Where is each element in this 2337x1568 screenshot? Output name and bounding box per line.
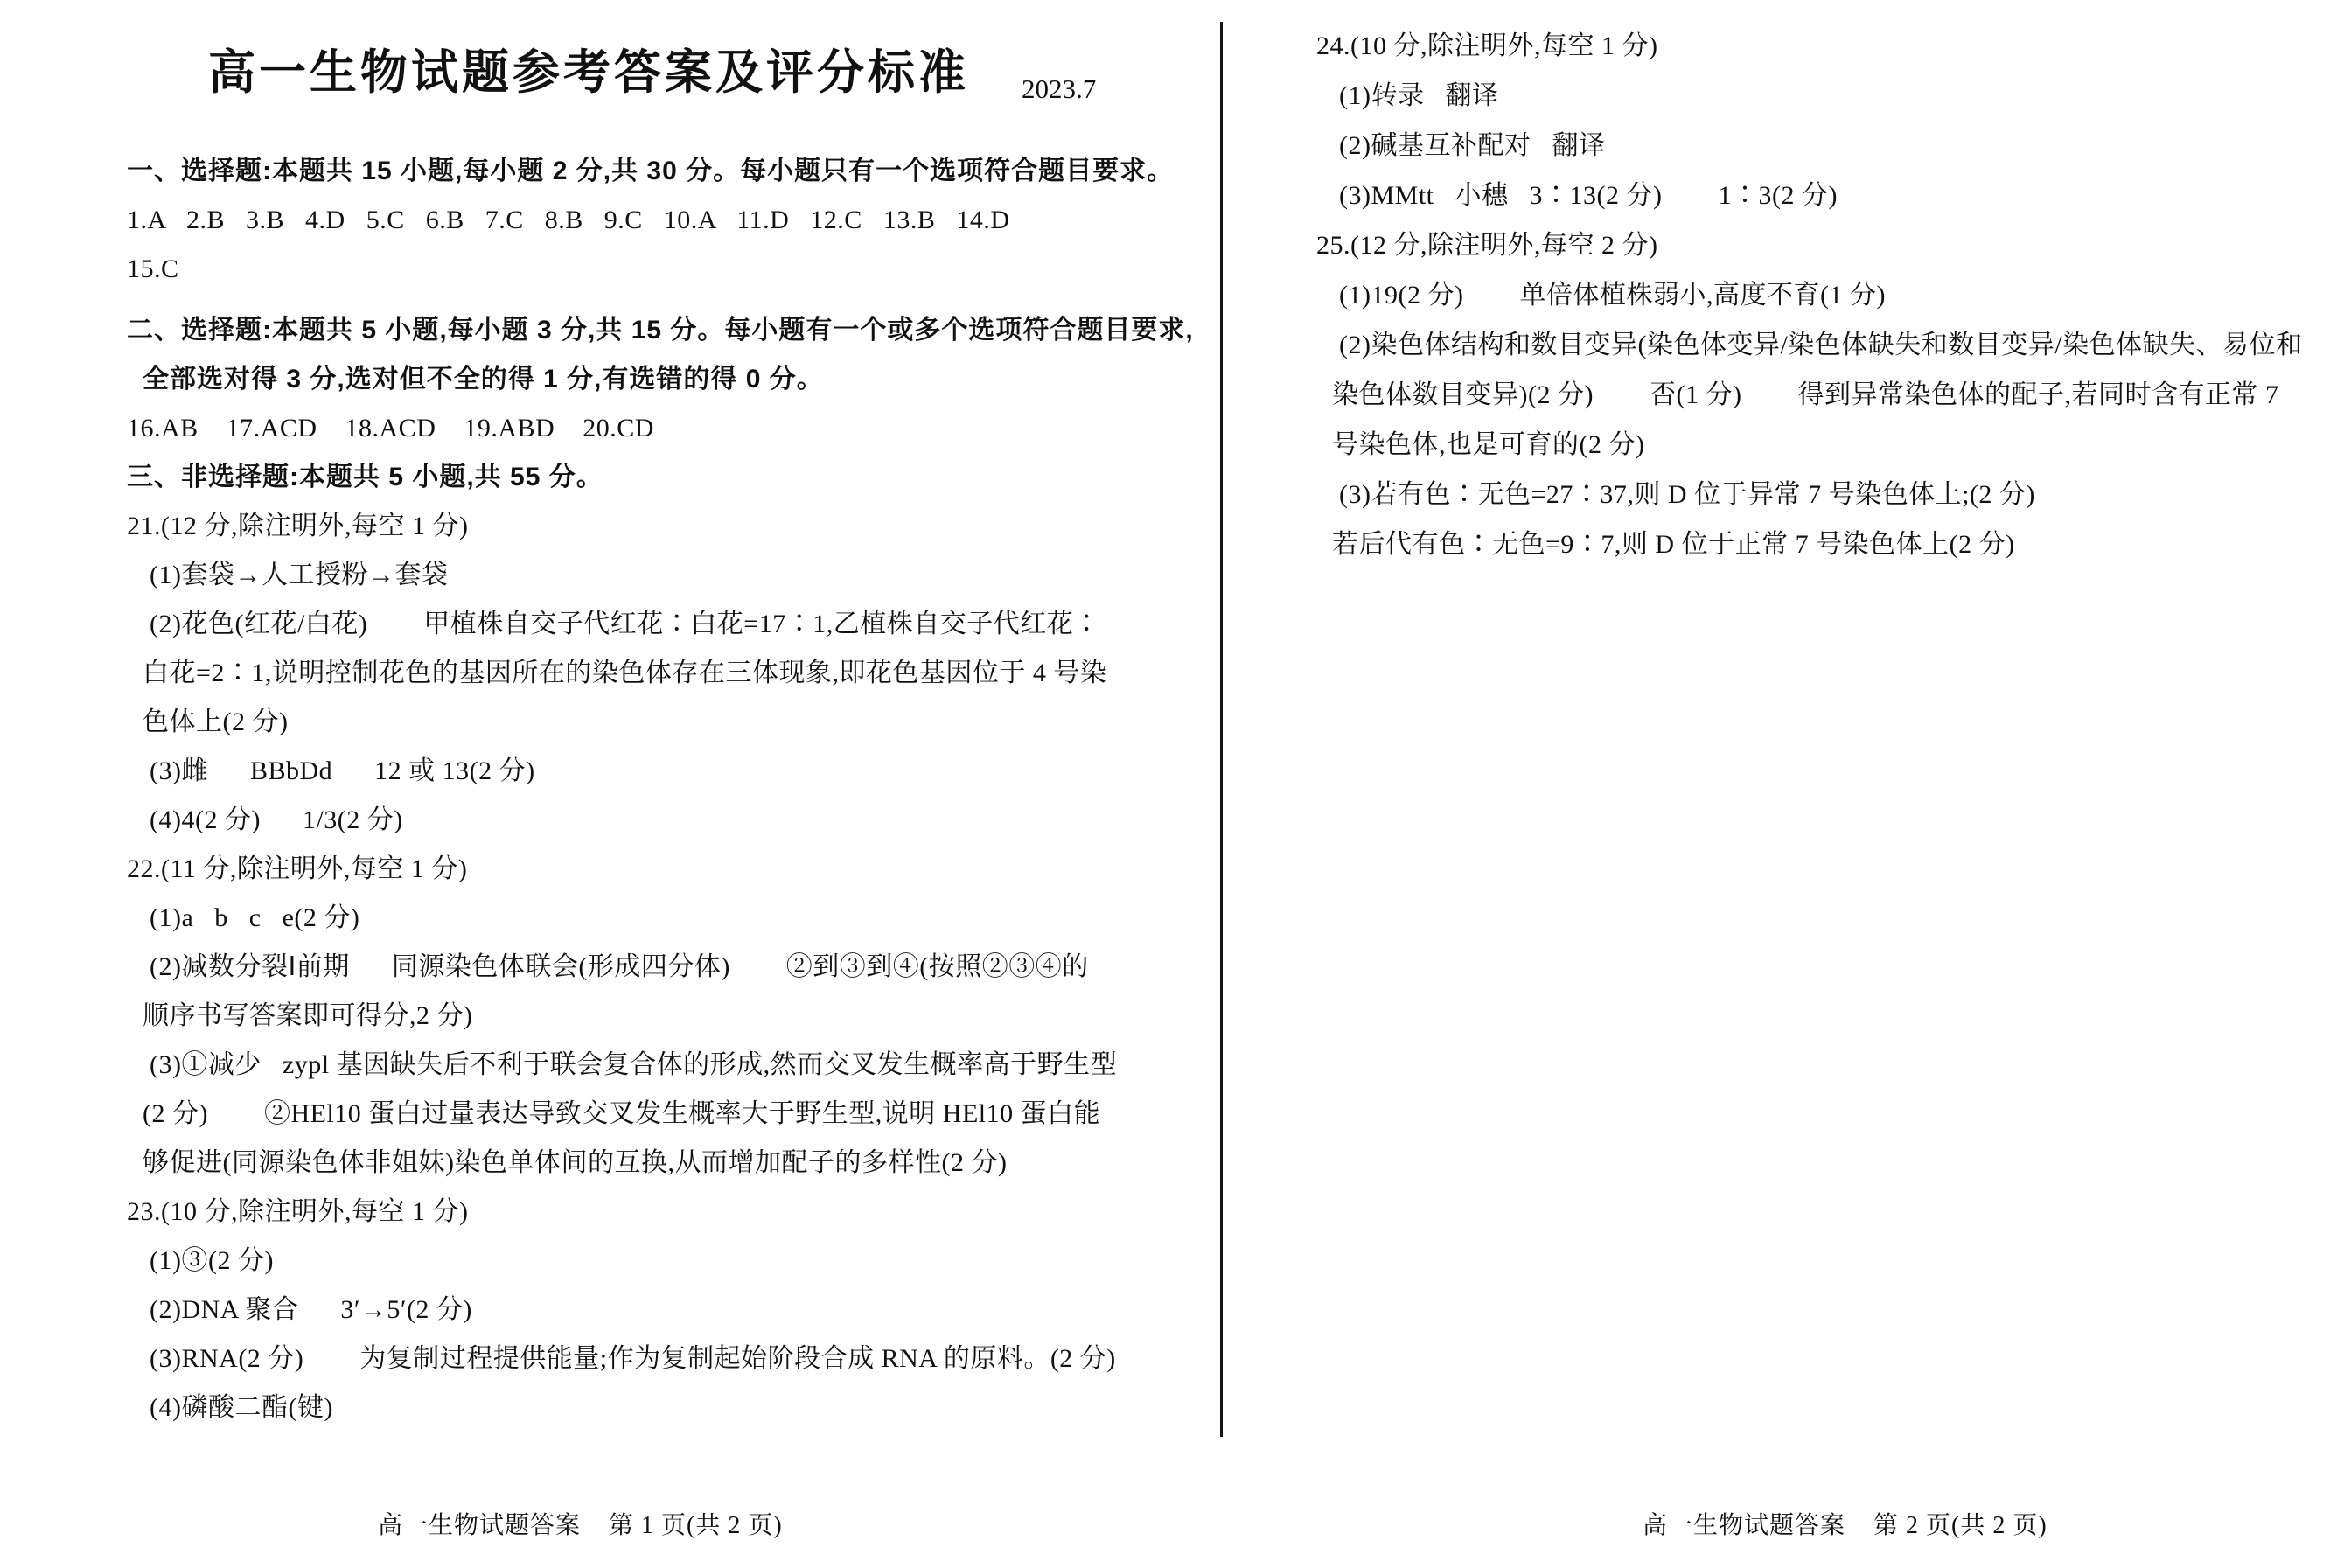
answer-21-4: (4)4(2 分) 1/3(2 分) bbox=[150, 805, 403, 834]
answer-q15: 15.C bbox=[127, 254, 179, 283]
answer-25-2-cont: 染色体数目变异)(2 分) 否(1 分) 得到异常染色体的配子,若同时含有正常 7 bbox=[1332, 380, 2279, 409]
answer-22-1: (1)a b c e(2 分) bbox=[150, 903, 360, 932]
answer-25-3-cont: 若后代有色∶无色=9∶7,则 D 位于正常 7 号染色体上(2 分) bbox=[1332, 530, 2015, 559]
answer-21-2-cont: 白花=2∶1,说明控制花色的基因所在的染色体存在三体现象,即花色基因位于 4 号染 bbox=[143, 659, 1107, 687]
answers-q1-14: 1.A 2.B 3.B 4.D 5.C 6.B 7.C 8.B 9.C 10.A 11.D 12.C 13.B 14.D bbox=[127, 206, 1010, 234]
answer-22-3-cont2: 够促进(同源染色体非姐妹)染色单体间的互换,从而增加配子的多样性(2 分) bbox=[143, 1148, 1008, 1177]
question-22-header: 22.(11 分,除注明外,每空 1 分) bbox=[127, 854, 468, 883]
answer-23-4: (4)磷酸二酯(键) bbox=[150, 1393, 333, 1422]
question-21-header: 21.(12 分,除注明外,每空 1 分) bbox=[127, 512, 469, 540]
page-title: 高一生物试题参考答案及评分标准 bbox=[208, 46, 969, 99]
page-divider-line bbox=[1220, 22, 1223, 1437]
answer-22-2-cont: 顺序书写答案即可得分,2 分) bbox=[143, 1001, 473, 1030]
page-1 bbox=[127, 147, 1194, 1432]
answer-25-2: (2)染色体结构和数目变异(染色体变异/染色体缺失和数目变异/染色体缺失、易位和 bbox=[1339, 331, 2303, 359]
answers-q16-20: 16.AB 17.ACD 18.ACD 19.ABD 20.CD bbox=[127, 414, 654, 443]
answer-23-2: (2)DNA 聚合 3′→5′(2 分) bbox=[150, 1295, 472, 1324]
document-date: 2023.7 bbox=[1022, 73, 1097, 104]
answer-21-3: (3)雌 BBbDd 12 或 13(2 分) bbox=[150, 756, 535, 785]
question-23-header: 23.(10 分,除注明外,每空 1 分) bbox=[127, 1197, 469, 1226]
answer-24-3: (3)MMtt 小穗 3∶13(2 分) 1∶3(2 分) bbox=[1339, 181, 1838, 210]
answer-23-3: (3)RNA(2 分) 为复制过程提供能量;作为复制起始阶段合成 RNA 的原料。(2 分) bbox=[150, 1344, 1116, 1373]
answer-21-2-cont2: 色体上(2 分) bbox=[143, 707, 289, 736]
section-2-header-cont: 全部选对得 3 分,选对但不全的得 1 分,有选错的得 0 分。 bbox=[143, 365, 824, 394]
question-24-header: 24.(10 分,除注明外,每空 1 分) bbox=[1316, 31, 1658, 60]
section-3-header: 三、非选择题:本题共 5 小题,共 55 分。 bbox=[127, 463, 603, 491]
answer-21-1: (1)套袋→人工授粉→套袋 bbox=[150, 561, 449, 589]
answer-22-2: (2)减数分裂Ⅰ前期 同源染色体联会(形成四分体) ②到③到④(按照②③④的 bbox=[150, 952, 1089, 981]
page-2-footer: 高一生物试题答案 第 2 页(共 2 页) bbox=[1643, 1512, 2047, 1539]
answer-24-1: (1)转录 翻译 bbox=[1339, 81, 1499, 110]
answer-23-1: (1)③(2 分) bbox=[150, 1246, 274, 1275]
answer-25-3: (3)若有色∶无色=27∶37,则 D 位于异常 7 号染色体上;(2 分) bbox=[1339, 480, 2035, 509]
question-25-header: 25.(12 分,除注明外,每空 2 分) bbox=[1316, 231, 1658, 260]
page-2 bbox=[1316, 21, 2322, 569]
answer-25-1: (1)19(2 分) 单倍体植株弱小,高度不育(1 分) bbox=[1339, 281, 1886, 310]
answer-21-2: (2)花色(红花/白花) 甲植株自交子代红花∶白花=17∶1,乙植株自交子代红花∶ bbox=[150, 610, 1100, 638]
page-1-footer: 高一生物试题答案 第 1 页(共 2 页) bbox=[378, 1512, 783, 1539]
section-1-header: 一、选择题:本题共 15 小题,每小题 2 分,共 30 分。每小题只有一个选项符合题目要求。 bbox=[127, 157, 1175, 185]
answer-24-2: (2)碱基互补配对 翻译 bbox=[1339, 131, 1606, 160]
answer-25-2-cont2: 号染色体,也是可育的(2 分) bbox=[1332, 430, 1645, 459]
answer-22-3: (3)①减少 zypl 基因缺失后不利于联会复合体的形成,然而交叉发生概率高于野生型 bbox=[150, 1050, 1118, 1079]
answer-22-3-cont: (2 分) ②HEl10 蛋白过量表达导致交叉发生概率大于野生型,说明 HEl10 蛋白能 bbox=[143, 1099, 1101, 1128]
section-2-header: 二、选择题:本题共 5 小题,每小题 3 分,共 15 分。每小题有一个或多个选项符合题目要求, bbox=[127, 316, 1194, 345]
